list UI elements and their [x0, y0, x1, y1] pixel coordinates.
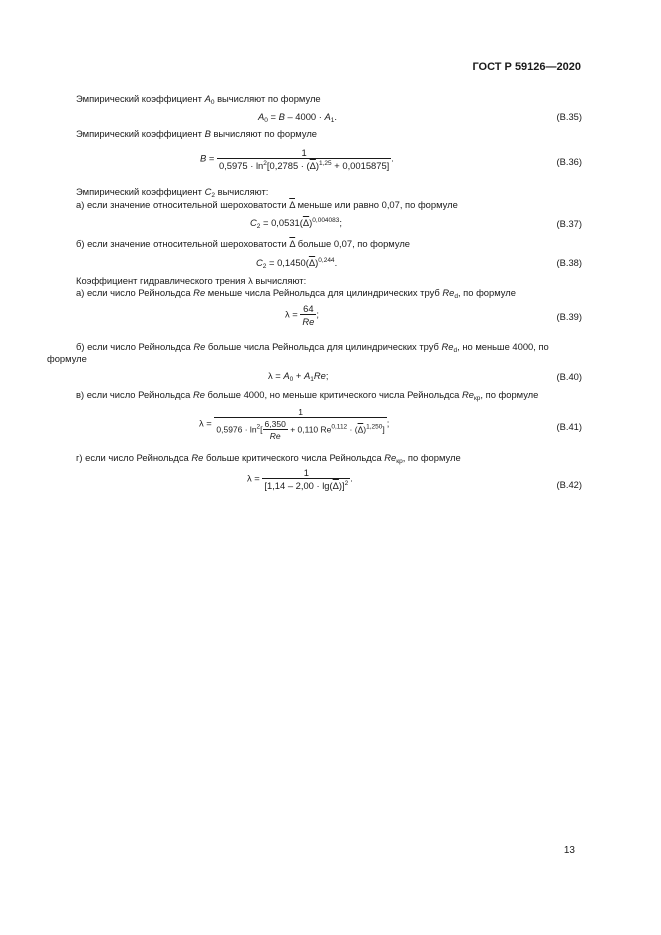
paragraph-c2-intro: Эмпирический коэффициент $C_2$ вычисляют: [76, 186, 269, 199]
paragraph-lambda-case-d: г) если число Рейнольдса Re больше критического числа Рейнольдса $Re_{кр}$, по формуле [76, 452, 461, 465]
paragraph-lambda-case-b: б) если число Рейнольдса Re больше числа Рейнольдса для цилиндрических труб $Re_d$, но меньше 4000, по [76, 341, 549, 354]
equation-number-b40: (В.40) [556, 371, 582, 382]
formula-b41: λ = 1 $0,5976 \cdot \ln^2$[ $\frac{6,350}{Re}$ + 0,110 $Re^{0,112} \cdot (\overline{\Delta})^{1,250}$] ; [199, 407, 390, 441]
paragraph-b-intro: Эмпирический коэффициент B вычисляют по формуле [76, 128, 317, 139]
paragraph-lambda-case-a: а) если число Рейнольдса Re меньше числа Рейнольдса для цилиндрических труб $Re_d$, по формуле [76, 287, 516, 300]
paragraph-c2-case-a: а) если значение относительной шероховатости $\overline{\Delta}$ меньше или равно 0,07, по формуле [76, 199, 458, 210]
formula-b39: λ = $\frac{64}{Re}$ ; [285, 303, 319, 327]
equation-number-b42: (В.42) [556, 479, 582, 490]
paragraph-a0-intro: Эмпирический коэффициент $A_0$ вычисляют по формуле [76, 93, 321, 106]
paragraph-lambda-case-c: в) если число Рейнольдса Re больше 4000, но меньше критического числа Рейнольдса $Re_{кр}$, по формуле [76, 389, 539, 402]
page-number: 13 [563, 845, 575, 856]
equation-number-b41: (В.41) [556, 421, 582, 432]
standard-header: ГОСТ Р 59126—2020 [472, 61, 581, 73]
equation-number-b35: (В.35) [556, 111, 582, 122]
paragraph-c2-case-b: б) если значение относительной шероховатости $\overline{\Delta}$ больше 0,07, по формуле [76, 238, 411, 249]
paragraph-lambda-case-b-cont: формуле [47, 353, 87, 364]
formula-b37: $C_2 = 0,0531(\overline{\Delta})^{0,004083}$; [250, 217, 343, 230]
formula-b35: $A_0 = B - 4000 \cdot A_1$. [258, 111, 337, 124]
formula-b40: $\lambda = A_0 + A_1Re$; [268, 370, 329, 383]
formula-b42: λ = $\frac{1}{[1,14 - 2,00 \cdot \lg(\overline{\Delta})]^2}$ . [247, 467, 353, 491]
paragraph-lambda-intro: Коэффициент гидравлического трения λ вычисляют: [76, 275, 307, 286]
equation-number-b39: (В.39) [556, 311, 582, 322]
equation-number-b36: (В.36) [556, 156, 582, 167]
equation-number-b37: (В.37) [556, 218, 582, 229]
formula-b36: B = $\frac{1}{0,5975 \cdot \ln^2[0,2785 \cdot (\overline{\Delta})^{1,25} + 0,0015875]}$ . [200, 147, 394, 171]
equation-number-b38: (В.38) [556, 257, 582, 268]
formula-b38: $C_2 = 0,1450(\overline{\Delta})^{0,244}$. [256, 257, 338, 270]
